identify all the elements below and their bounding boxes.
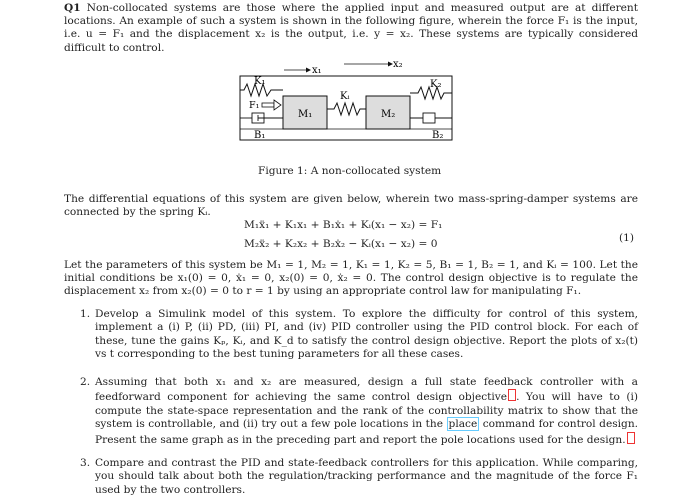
spring-ki xyxy=(327,103,366,115)
question-label: Q1 xyxy=(64,2,81,14)
ki-label: Kᵢ xyxy=(340,91,350,102)
list-number: 2. xyxy=(80,376,91,388)
footnote-link-2[interactable] xyxy=(627,432,635,444)
list-item-text: Assuming that both x₁ and x₂ are measured, design a full state feedback controller with a feedforward component for achieving the same control design objective . You will have to (i) compute the state-space representation and the rank of the controllability matrix to show that the system is controllable, and (ii) try out a few pole locations in the place command for control design. Present the same graph as in the preceding part and report the pole locations used for the design. xyxy=(95,376,639,446)
place-command-link[interactable]: place xyxy=(448,418,478,431)
list-item-text: Compare and contrast the PID and state-feedback controllers for this application. While comparing, you should talk about both the regulation/tracking performance and the magnitude of the force F₁ used by the two controllers. xyxy=(95,457,638,496)
equation-line-2: M₂ẍ₂ + K₂x₂ + B₂ẋ₂ − Kᵢ(x₁ − x₂) = 0 xyxy=(244,238,438,250)
equations-intro: The differential equations of this system are given below, wherein two mass-spring-damper systems are connected by the spring Kᵢ. xyxy=(64,193,638,219)
f1-arrow-head xyxy=(274,100,281,110)
k1-label: K₁ xyxy=(254,76,266,87)
m2-label: M₂ xyxy=(381,109,396,120)
f1-label: F₁ xyxy=(249,100,260,111)
b2-label: B₂ xyxy=(432,130,444,141)
f1-arrow-shaft xyxy=(262,103,274,107)
list-number: 3. xyxy=(80,457,91,469)
b1-label: B₁ xyxy=(254,130,266,141)
m1-label: M₁ xyxy=(298,109,313,120)
parameters-paragraph: Let the parameters of this system be M₁ = 1, M₂ = 1, K₁ = 1, K₂ = 5, B₁ = 1, B₂ = 1, and Kᵢ = 100. Let the initial conditions be x₁(0) = 0, ẋ₁ = 0, x₂(0) = 0, ẋ₂ = 0. The control design objective is to regulate the displacement x₂ from x₂(0) = 0 to r = 1 by using an appropriate control law for manipulating F₁. xyxy=(64,259,638,298)
x2-label: x₂ xyxy=(393,59,403,70)
footnote-link-1[interactable] xyxy=(508,389,516,401)
damper-b2 xyxy=(423,113,435,123)
k2-label: K₂ xyxy=(430,79,442,90)
equation-line-1: M₁ẍ₁ + K₁x₁ + B₁ẋ₁ + Kᵢ(x₁ − x₂) = F₁ xyxy=(244,219,443,231)
q1-intro-text: Non-collocated systems are those where the applied input and measured output are at different locations. An example of such a system is shown in the following figure, wherein the force F₁ is the input, i.e. u = F₁ and the displacement x₂ is the output, i.e. y = x₂. These systems are typically considered difficult to control. xyxy=(64,2,638,54)
diagram-frame xyxy=(240,76,452,140)
list-number: 1. xyxy=(80,308,91,320)
equation-number: (1) xyxy=(619,232,635,244)
figure-caption: Figure 1: A non-collocated system xyxy=(258,165,442,177)
list-item-text: Develop a Simulink model of this system. To explore the difficulty for control of this system, implement a (i) P, (ii) PD, (iii) PI, and (iv) PID controller using the PID control block. For each of these, tune the gains Kₚ, Kᵢ, and K_d to satisfy the control design objective. Report the plots of x₂(t) vs t corresponding to the best tuning parameters for all these cases. xyxy=(95,308,638,361)
x1-label: x₁ xyxy=(312,65,322,76)
